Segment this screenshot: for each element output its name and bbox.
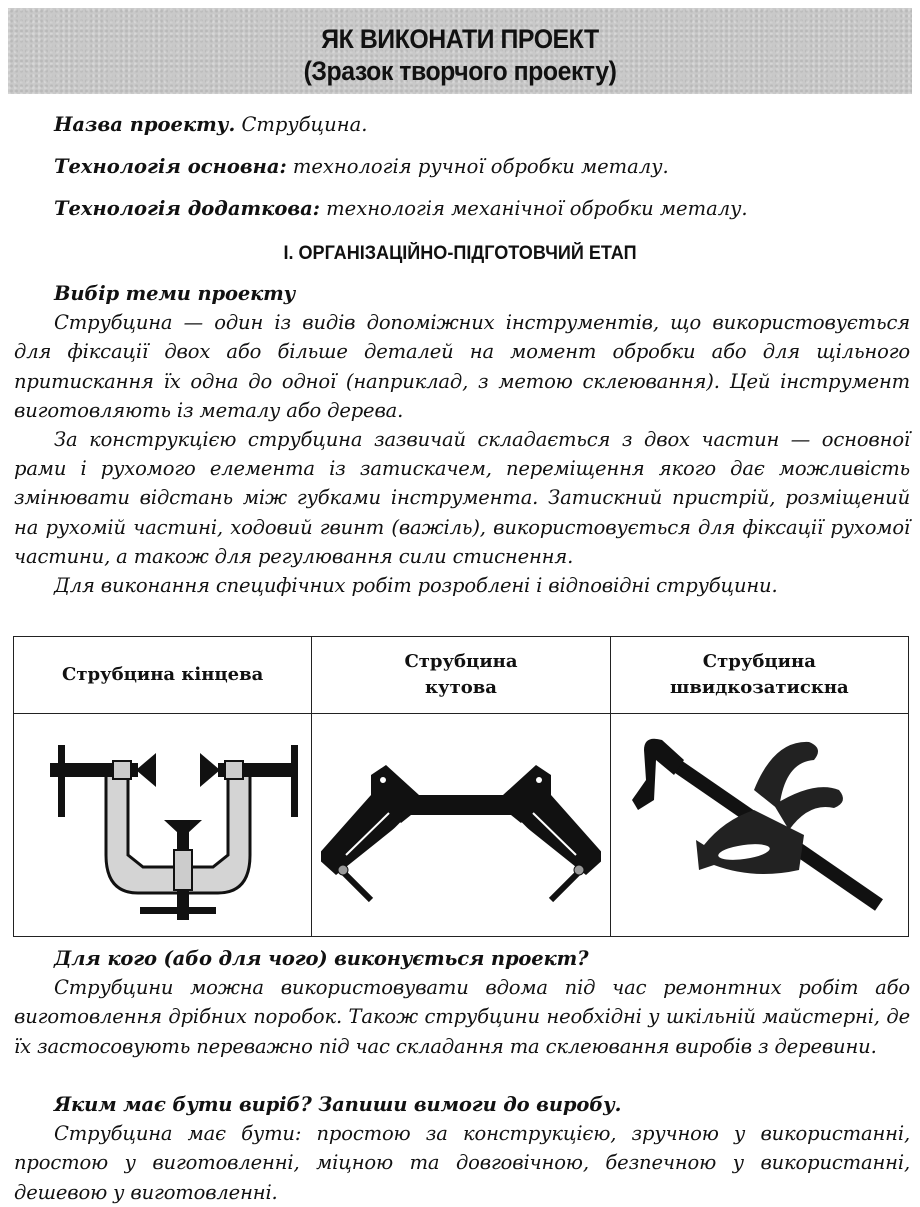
tech-main-label: Технологія основна: (54, 155, 287, 178)
table-header-row (14, 637, 909, 714)
theme-choice-p1: Струбцина — один із видів допоміжних інструментів, що використовується для фіксації двох або більше деталей на момент обробки або для щільного притискання їх одна до одної (наприклад, з метою склеювання). Цей інструмент виготовляють із металу або дерева. (14, 311, 910, 422)
tech-extra-value: технологія механічної обробки металу. (326, 197, 748, 220)
tech-main-value: технологія ручної обробки металу. (292, 155, 669, 178)
tech-main-line (54, 154, 669, 180)
title-banner (8, 8, 912, 94)
tech-extra-label: Технологія додаткова: (54, 197, 320, 220)
quick-clamp-label: Струбцина швидкозатискна (670, 651, 849, 698)
left-jaw (136, 753, 156, 787)
column-header-corner-clamp (312, 637, 610, 714)
clamp-types-table (13, 636, 909, 937)
purpose-block (14, 944, 910, 1061)
project-name-value: Струбцина. (241, 113, 368, 136)
corner-clamp-label: Струбцина кутова (404, 651, 518, 698)
right-nut (225, 761, 243, 779)
left-nut (338, 865, 348, 875)
theme-choice-block (14, 279, 910, 600)
corner-clamp-illustration (321, 745, 601, 905)
left-nut (113, 761, 131, 779)
mount-hole-left (380, 777, 386, 783)
mount-hole-right (536, 777, 542, 783)
requirements-block (14, 1090, 910, 1207)
project-name-line (54, 112, 367, 138)
purpose-p1: Струбцини можна використовувати вдома під час ремонтних робіт або виготовлення дрібних поробок. Також струбцини необхідні у шкільній майстерні, де їх застосовують переважно під час складання та склеювання виробів з деревини. (14, 976, 910, 1058)
corner-clamp-cell (312, 714, 610, 937)
page-title: ЯК ВИКОНАТИ ПРОЕКТ (321, 24, 599, 54)
quick-clamp-illustration (624, 730, 894, 920)
purpose-heading: Для кого (або для чого) виконується проект? (54, 947, 589, 970)
right-handle (291, 745, 298, 817)
theme-choice-p2: За конструкцією струбцина зазвичай складається з двох частин — основної рами і рухомого елемента із затискачем, переміщення якого дає можливість змінювати відстань між губками інструмента. Затискний пристрій, розміщений на рухомій частині, ходовий гвинт (важіль), використовується для фіксації рухомої частини, а також для регулювання сили стиснення. (14, 428, 910, 568)
trigger-lever (774, 787, 843, 830)
quick-clamp-cell (610, 714, 908, 937)
section-title: І. ОРГАНІЗАЦІЙНО-ПІДГОТОВЧИЙ ЕТАП (283, 243, 637, 264)
column-header-end-clamp: Струбцина кінцева (14, 637, 312, 714)
project-name-label: Назва проекту. (54, 113, 236, 136)
column-header-quick-clamp (610, 637, 908, 714)
left-handle (58, 745, 65, 817)
theme-choice-p3: Для виконання специфічних робіт розроблені і відповідні струбцини. (54, 574, 778, 598)
requirements-p1: Струбцина має бути: простою за конструкцією, зручною у використанні, простою у виготовленні, міцною та довговічною, безпечною у використанні, дешевою у виготовленні. (14, 1122, 910, 1204)
end-clamp-cell (14, 714, 312, 937)
right-nut (574, 865, 584, 875)
fixed-jaw (632, 739, 684, 810)
requirements-heading: Яким має бути виріб? Запиши вимоги до виробу. (54, 1093, 622, 1116)
page-subtitle: (Зразок творчого проекту) (303, 56, 617, 86)
theme-choice-heading: Вибір теми проекту (54, 282, 296, 305)
right-jaw (200, 753, 220, 787)
bottom-handle (140, 907, 216, 914)
bottom-nut (174, 850, 192, 890)
table-image-row (14, 714, 909, 937)
tech-extra-line (54, 196, 748, 222)
end-clamp-illustration (28, 725, 298, 925)
clamp-body (321, 765, 601, 875)
